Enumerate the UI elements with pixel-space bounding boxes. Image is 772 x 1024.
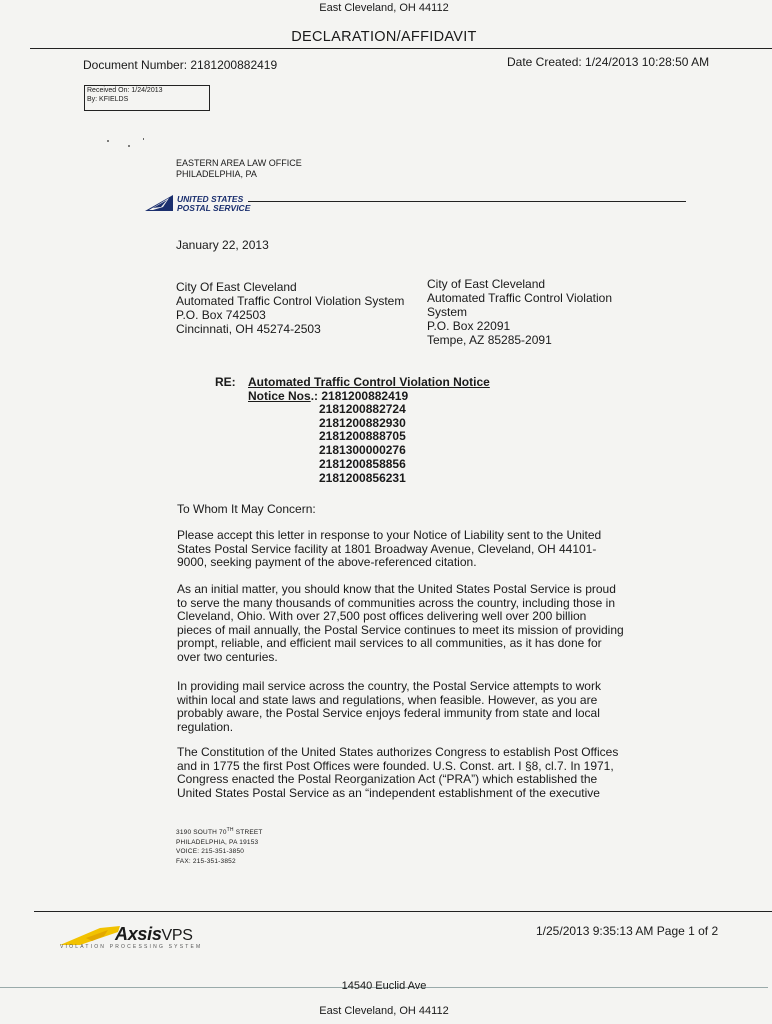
notice-label-line: [248, 389, 408, 403]
received-by: By: KFIELDS: [87, 95, 129, 103]
paragraph-3: [177, 680, 737, 734]
office-fax: FAX: 215-351-3852: [176, 857, 236, 865]
law-office-city: PHILADELPHIA, PA: [176, 169, 257, 179]
usps-wordmark: [177, 195, 250, 213]
axsis-logo: [115, 924, 193, 945]
usps-eagle-icon: [143, 193, 175, 213]
law-office-name: EASTERN AREA LAW OFFICE: [176, 158, 302, 168]
notice-number: 2181200882724: [319, 402, 406, 416]
paragraph-line: States Postal Service facility at 1801 Broadway Avenue, Cleveland, OH 44101-: [177, 541, 597, 556]
axsis-word: Axsis: [115, 924, 162, 944]
paragraph-4: [177, 746, 737, 800]
salutation: To Whom It May Concern:: [177, 502, 316, 516]
paragraph-line: Cleveland, Ohio. With over 27,500 post offices delivering well over 200 billion: [177, 609, 587, 624]
cutoff-line: 14540 Euclid Ave: [341, 980, 427, 992]
notice-number: 2181200858856: [319, 456, 406, 471]
notice-suffix: .:: [310, 389, 322, 403]
paragraph-line: United States Postal Service as an “independent establishment of the executive: [177, 785, 600, 800]
recipient-right-line: Tempe, AZ 85285-2091: [427, 333, 552, 347]
office-street: 3190 SOUTH 70TH STREET: [176, 827, 263, 837]
usps-line2: POSTAL SERVICE: [177, 203, 251, 213]
recipient-right: [427, 277, 612, 347]
paragraph-line: prompt, reliable, and efficient mail services to all communities, as it has done for: [177, 636, 602, 651]
recipient-left-line: Automated Traffic Control Violation System: [176, 294, 405, 308]
recipient-right-line: Automated Traffic Control Violation: [427, 291, 612, 305]
paragraph-1: [177, 529, 737, 570]
paragraph-line: Congress enacted the Postal Reorganization Act (“PRA”) which established the: [177, 772, 598, 787]
office-voice: VOICE: 215-351-3850: [176, 848, 245, 856]
axsis-swoosh-icon: [60, 924, 120, 946]
paragraph-line: probably aware, the Postal Service enjoys federal immunity from state and local: [177, 706, 600, 721]
recipient-right-line: System: [427, 305, 468, 319]
re-label: RE:: [215, 375, 236, 389]
recipient-left: [176, 280, 404, 336]
date-created: Date Created: 1/24/2013 10:28:50 AM: [507, 55, 710, 69]
footer-rule: [34, 911, 772, 912]
office-city: PHILADELPHIA, PA 19153: [176, 838, 259, 846]
paragraph-line: As an initial matter, you should know that the United States Postal Service is proud: [177, 582, 616, 596]
document-number: Document Number: 2181200882419: [83, 58, 278, 72]
recipient-left-line: City Of East Cleveland: [176, 280, 297, 294]
paragraph-line: pieces of mail annually, the Postal Service continues to meet its mission of providing: [177, 622, 624, 637]
form-title: DECLARATION/AFFIDAVIT: [291, 29, 477, 45]
letter-date: January 22, 2013: [176, 238, 269, 252]
usps-line1: UNITED STATES: [177, 194, 244, 204]
received-stamp-box: [84, 85, 210, 111]
office-address: [176, 826, 263, 866]
paragraph-line: to serve the many thousands of communities across the country, including those in: [177, 595, 616, 610]
paragraph-line: Please accept this letter in response to your Notice of Liability sent to the United: [177, 528, 602, 542]
received-on: Received On: 1/24/2013: [87, 87, 163, 94]
recipient-left-line: Cincinnati, OH 45274-2503: [176, 322, 321, 336]
notice-number: 2181300000276: [319, 443, 406, 458]
bottom-city-line: East Cleveland, OH 44112: [319, 1005, 449, 1017]
paragraph-line: 9000, seeking payment of the above-referenced citation.: [177, 555, 477, 570]
top-city-line: East Cleveland, OH 44112: [319, 2, 449, 14]
law-office-block: [176, 158, 302, 180]
recipient-right-line: City of East Cleveland: [427, 277, 546, 291]
recipient-left-line: P.O. Box 742503: [176, 308, 266, 322]
notice-number: 2181200882930: [319, 415, 406, 430]
header-rule: [30, 48, 772, 49]
paragraph-line: regulation.: [177, 719, 234, 734]
paragraph-line: In providing mail service across the country, the Postal Service attempts to work: [177, 679, 601, 693]
notice-number: 2181200856231: [319, 470, 406, 485]
recipient-right-line: P.O. Box 22091: [427, 319, 511, 333]
paragraph-line: within local and state laws and regulations, when feasible. However, as you are: [177, 692, 598, 707]
page-stamp: 1/25/2013 9:35:13 AM Page 1 of 2: [536, 924, 719, 938]
notice-label: Notice Nos: [248, 389, 311, 403]
notice-number: 2181200888705: [319, 429, 406, 444]
letterhead-rule: [248, 201, 686, 202]
axsis-tagline: VIOLATION PROCESSING SYSTEM: [60, 944, 203, 950]
paragraph-line: over two centuries.: [177, 649, 278, 664]
paragraph-2: [177, 583, 737, 665]
paragraph-line: The Constitution of the United States authorizes Congress to establish Post Offices: [177, 745, 619, 759]
notice-number-list: [319, 403, 406, 485]
axsis-vps: VPS: [161, 927, 193, 944]
re-subject: Automated Traffic Control Violation Notice: [248, 375, 490, 389]
notice-number: 2181200882419: [321, 389, 409, 403]
paragraph-line: and in 1775 the first Post Offices were founded. U.S. Const. art. I §8, cl.7. In 1971,: [177, 758, 614, 773]
